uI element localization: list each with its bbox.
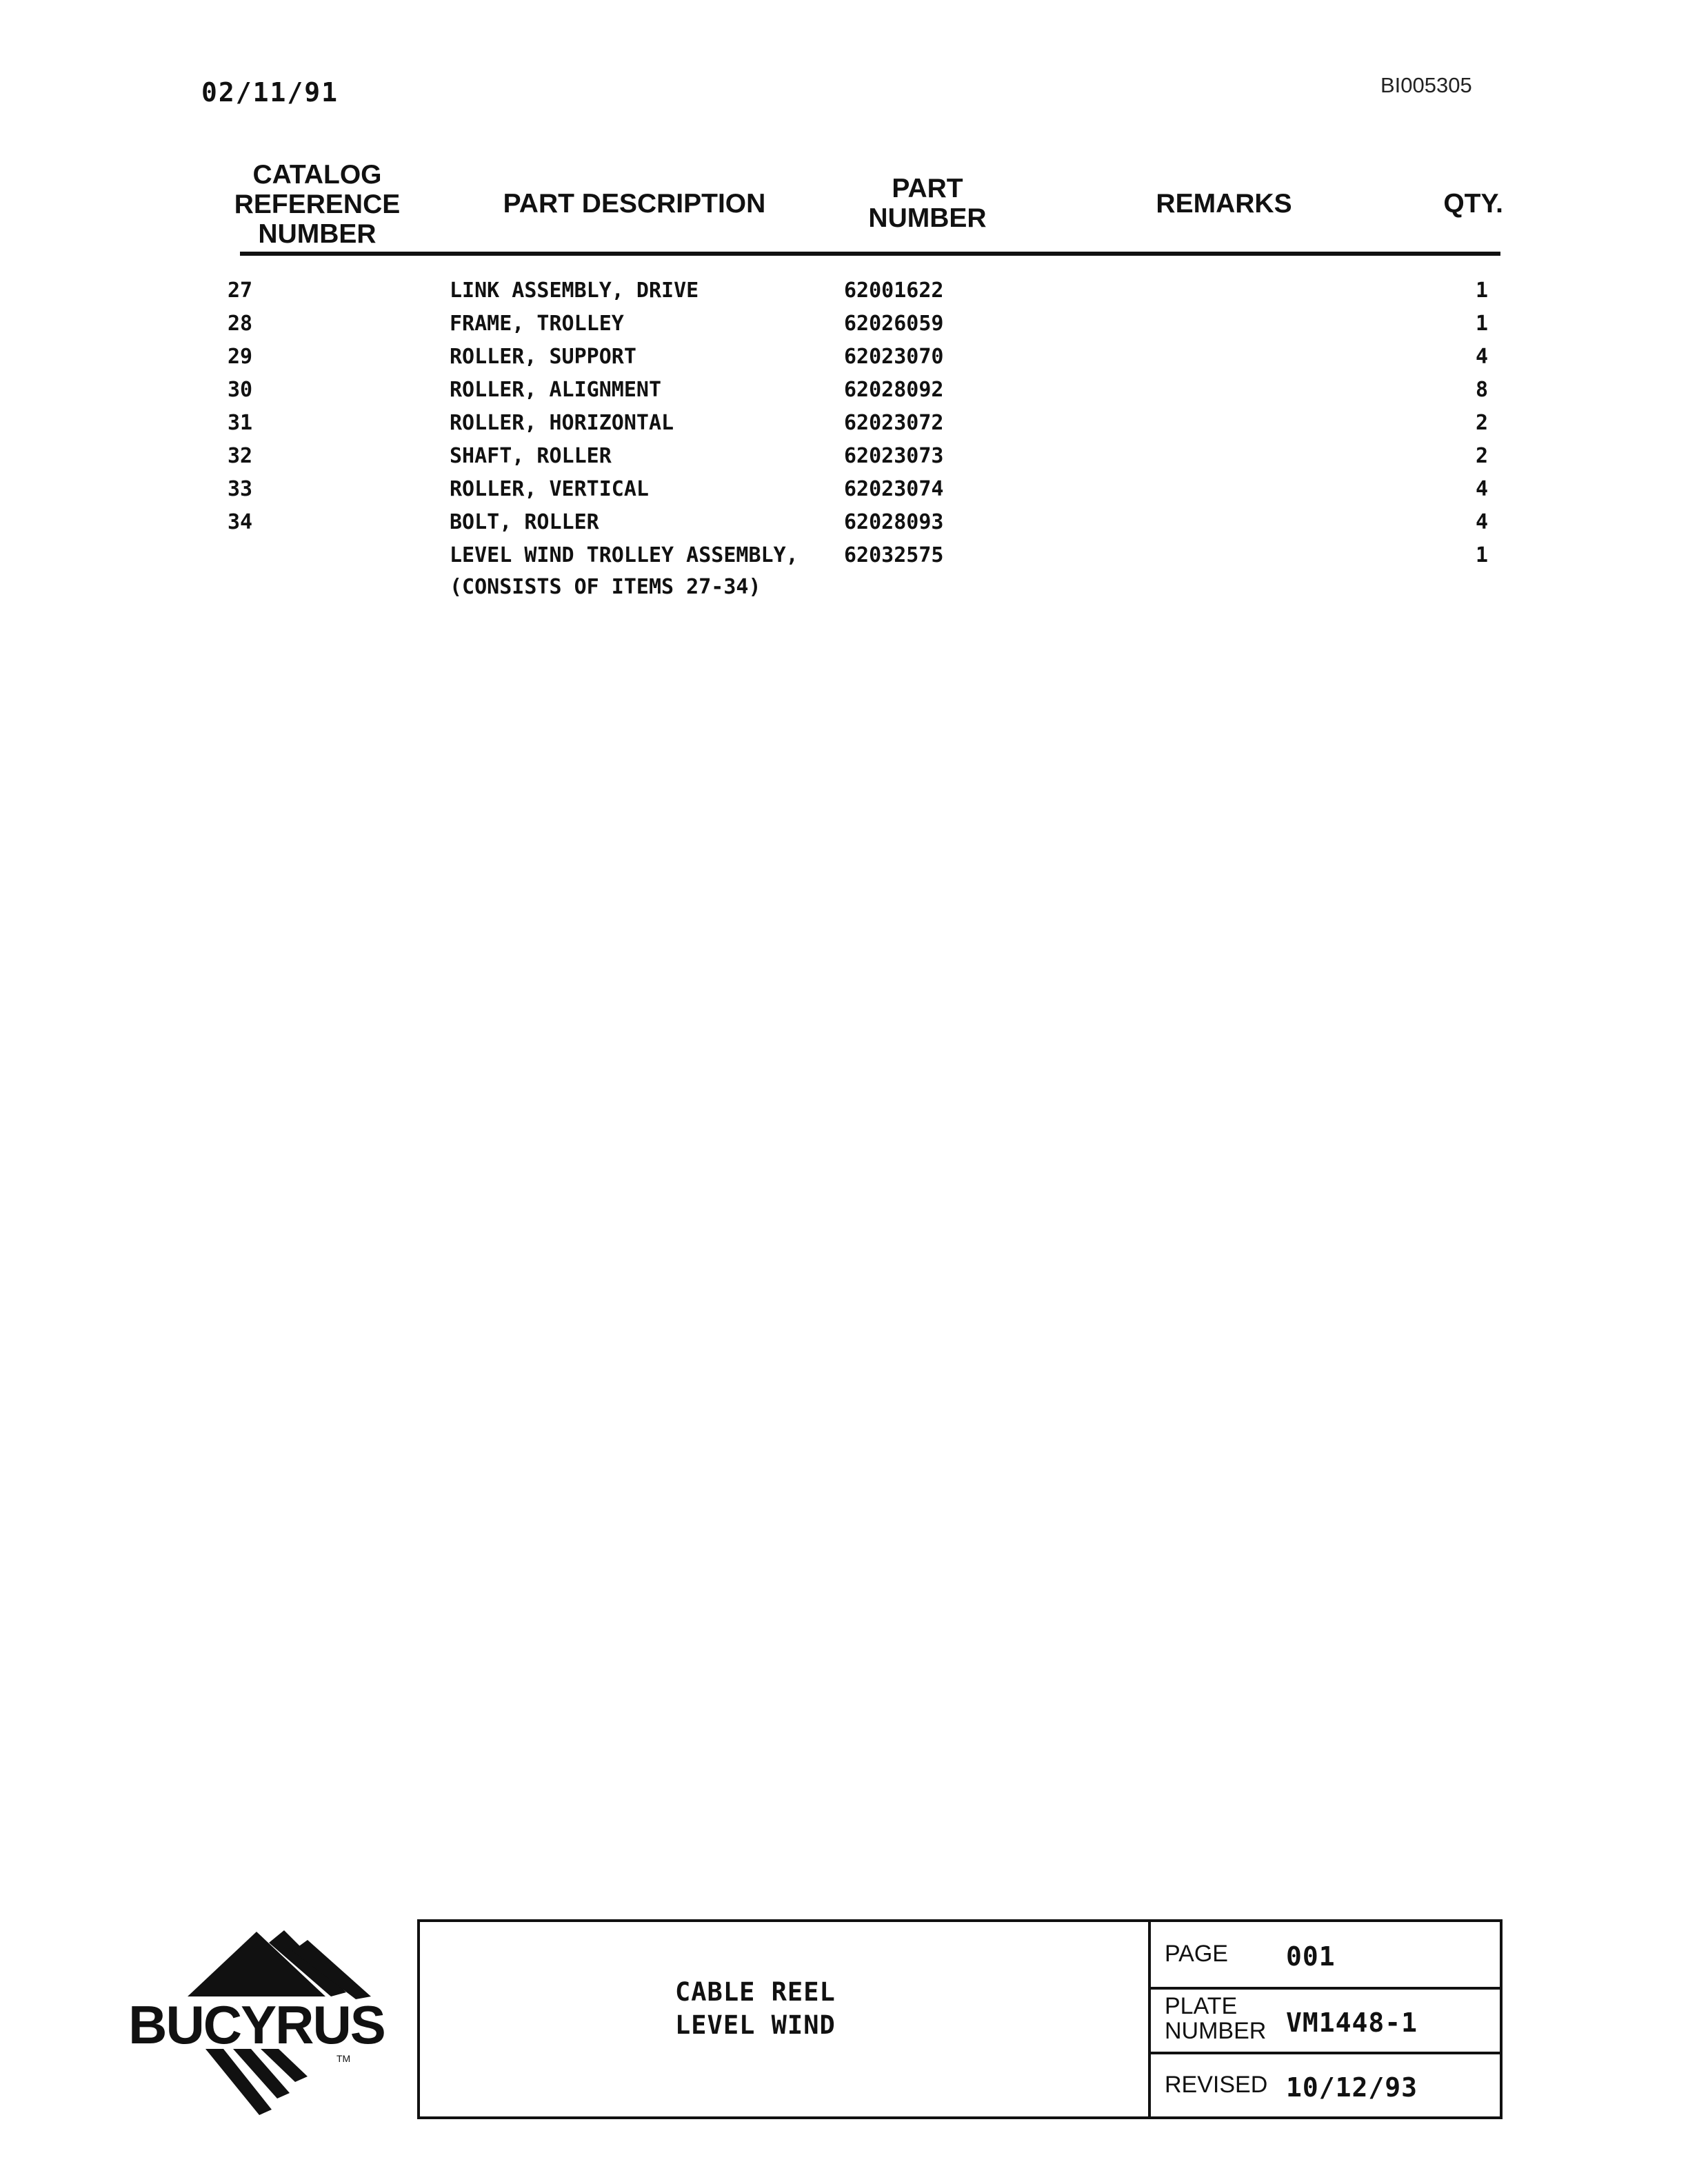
table-row	[0, 312, 1688, 345]
label-line: NUMBER	[1165, 2018, 1267, 2044]
description-cell: LEVEL WIND TROLLEY ASSEMBLY,	[450, 543, 798, 567]
ref-cell: 30	[228, 378, 253, 402]
plate-number-label	[1165, 1994, 1266, 2043]
document-date: 02/11/91	[201, 77, 339, 108]
plate-number-field	[1151, 1987, 1503, 2054]
ref-cell: 27	[228, 279, 253, 303]
part-number-cell: 62032575	[844, 543, 944, 567]
revised-value: 10/12/93	[1286, 2072, 1418, 2103]
column-header-qty: QTY.	[1443, 189, 1503, 219]
column-header-remarks: REMARKS	[1156, 189, 1292, 219]
description-cell: FRAME, TROLLEY	[450, 312, 624, 336]
header-line: NUMBER	[258, 219, 376, 249]
description-cell: ROLLER, ALIGNMENT	[450, 378, 662, 402]
qty-cell: 1	[1475, 543, 1488, 567]
label-line: PLATE	[1165, 1993, 1238, 2019]
bucyrus-logo	[112, 1930, 401, 2120]
qty-cell: 1	[1475, 312, 1488, 336]
qty-cell: 4	[1475, 510, 1488, 534]
logo-wordmark: BUCYRUS	[128, 1994, 385, 2055]
ref-cell: 29	[228, 345, 253, 369]
header-line: REFERENCE	[234, 190, 401, 219]
description-cell: BOLT, ROLLER	[450, 510, 599, 534]
table-row	[0, 444, 1688, 477]
revised-label: REVISED	[1165, 2072, 1268, 2098]
drawing-title	[675, 1976, 836, 2042]
description-cell: ROLLER, SUPPORT	[450, 345, 636, 369]
page-label: PAGE	[1165, 1941, 1228, 1967]
table-row	[0, 345, 1688, 378]
part-number-cell: 62023073	[844, 444, 944, 468]
description-cell: ROLLER, VERTICAL	[450, 477, 649, 501]
document-id: BI005305	[1380, 73, 1472, 97]
column-header-catalog-reference	[228, 160, 407, 249]
ref-cell: 28	[228, 312, 253, 336]
part-number-cell: 62001622	[844, 279, 944, 303]
qty-cell: 2	[1475, 411, 1488, 435]
column-header-part-number	[834, 174, 1021, 233]
title-line: CABLE REEL	[675, 1977, 836, 2007]
qty-cell: 2	[1475, 444, 1488, 468]
table-row	[0, 411, 1688, 444]
part-number-cell: 62023070	[844, 345, 944, 369]
part-number-cell: 62028092	[844, 378, 944, 402]
part-number-cell: 62028093	[844, 510, 944, 534]
description-cell: ROLLER, HORIZONTAL	[450, 411, 674, 435]
ref-cell: 32	[228, 444, 253, 468]
page-field	[1151, 1922, 1503, 1990]
title-block	[417, 1919, 1503, 2119]
page-value: 001	[1286, 1941, 1336, 1972]
qty-cell: 4	[1475, 345, 1488, 369]
header-line: PART	[892, 174, 963, 203]
assembly-note: (CONSISTS OF ITEMS 27-34)	[450, 575, 761, 599]
column-header-part-description: PART DESCRIPTION	[503, 189, 766, 219]
trademark-mark: TM	[336, 2053, 351, 2064]
header-line: NUMBER	[868, 203, 987, 233]
ref-cell: 31	[228, 411, 253, 435]
plate-number-value: VM1448-1	[1286, 2008, 1418, 2038]
table-row	[0, 279, 1688, 312]
table-row	[0, 477, 1688, 510]
revised-field	[1151, 2052, 1503, 2116]
qty-cell: 8	[1475, 378, 1488, 402]
table-row	[0, 378, 1688, 411]
header-divider	[240, 252, 1500, 256]
title-line: LEVEL WIND	[675, 2010, 836, 2040]
header-line: CATALOG	[252, 160, 382, 190]
description-cell: SHAFT, ROLLER	[450, 444, 612, 468]
title-block-fields	[1148, 1922, 1503, 2116]
part-number-cell: 62023074	[844, 477, 944, 501]
description-cell: LINK ASSEMBLY, DRIVE	[450, 279, 699, 303]
ref-cell: 34	[228, 510, 253, 534]
table-row	[0, 510, 1688, 543]
part-number-cell: 62023072	[844, 411, 944, 435]
ref-cell: 33	[228, 477, 253, 501]
qty-cell: 1	[1475, 279, 1488, 303]
qty-cell: 4	[1475, 477, 1488, 501]
part-number-cell: 62026059	[844, 312, 944, 336]
table-row	[0, 543, 1688, 576]
